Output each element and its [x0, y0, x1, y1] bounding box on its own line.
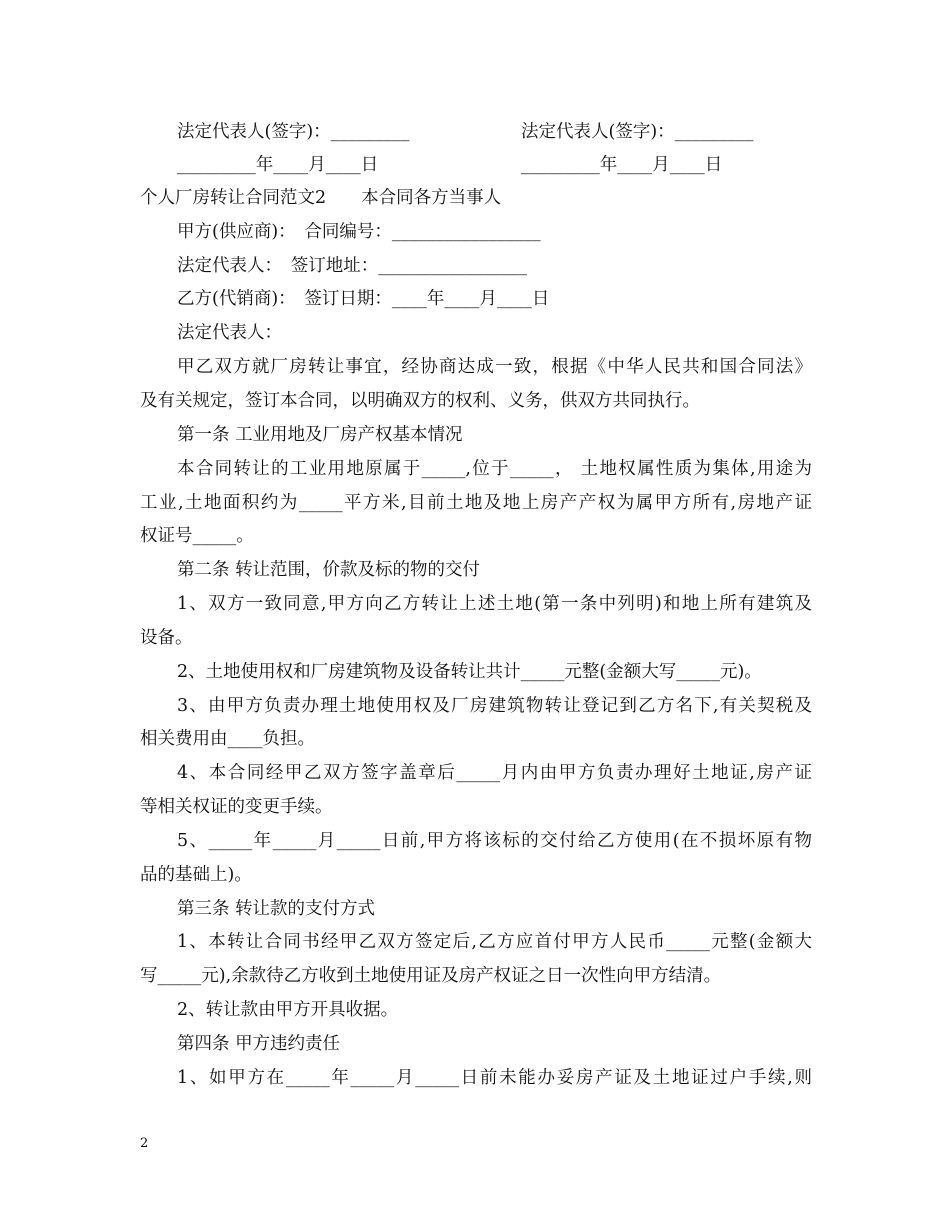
body-line: 写_____元),余款待乙方收到土地使用证及房产权证之日一次性向甲方结清。 [140, 966, 722, 986]
body-line: 设备。 [140, 628, 193, 648]
party-b-line: 乙方(代销商)： 签订日期：____年____月____日 [177, 289, 550, 309]
body-line: 1、双方一致同意,甲方向乙方转让上述土地(第一条中列明)和地上所有建筑及 [177, 594, 812, 614]
body-line: 权证号_____。 [140, 526, 254, 546]
body-line: 3、由甲方负责办理土地使用权及厂房建筑物转让登记到乙方名下,有关契税及 [177, 696, 812, 716]
party-b-rep-line: 法定代表人： [177, 323, 282, 343]
right-sign-date: _________年____月____日 [521, 155, 723, 175]
body-line: 2、土地使用权和厂房建筑物及设备转让共计_____元整(金额大写_____元)。 [177, 662, 762, 682]
body-line: 相关费用由____负担。 [140, 729, 315, 749]
body-line: 4、本合同经甲乙双方签字盖章后_____月内由甲方负责办理好土地证,房产证 [177, 763, 812, 783]
body-line: 1、如甲方在_____年_____月_____日前未能办妥房产证及土地证过户手续,则 [177, 1068, 812, 1088]
body-line: 1、本转让合同书经甲乙双方签定后,乙方应首付甲方人民币_____元整(金额大 [177, 932, 812, 952]
contract-title-line: 个人厂房转让合同范文2 本合同各方当事人 [140, 188, 502, 208]
right-rep-signature: 法定代表人(签字)：_________ [521, 122, 754, 142]
preamble-line: 及有关规定，签订本合同，以明确双方的权利、义务，供双方共同执行。 [140, 391, 700, 411]
body-line: 工业,土地面积约为_____平方米,目前土地及地上房产产权为属甲方所有,房地产证 [140, 493, 812, 513]
article-heading: 第一条 工业用地及厂房产权基本情况 [177, 425, 463, 445]
party-a-line: 甲方(供应商)： 合同编号：_________________ [177, 222, 541, 242]
party-a-rep-line: 法定代表人： 签订地址：_________________ [177, 256, 527, 276]
body-line: 5、_____年_____月_____日前,甲方将该标的交付给乙方使用(在不损坏原有物 [177, 831, 812, 851]
body-line: 品的基础上)。 [140, 865, 252, 885]
article-heading: 第三条 转让款的支付方式 [177, 899, 376, 919]
body-line: 本合同转让的工业用地原属于_____,位于_____， 土地权属性质为集体,用途为 [177, 459, 812, 479]
body-line: 2、转让款由甲方开具收据。 [177, 1000, 399, 1020]
article-heading: 第四条 甲方违约责任 [177, 1034, 341, 1054]
left-sign-date: _________年____月____日 [177, 155, 379, 175]
article-heading: 第二条 转让范围，价款及标的物的交付 [177, 560, 481, 580]
body-line: 等相关权证的变更手续。 [140, 797, 333, 817]
preamble-line: 甲乙双方就厂房转让事宜，经协商达成一致，根据《中华人民共和国合同法》 [177, 357, 812, 377]
page-number: 2 [140, 1136, 149, 1151]
left-rep-signature: 法定代表人(签字)：_________ [177, 122, 410, 142]
